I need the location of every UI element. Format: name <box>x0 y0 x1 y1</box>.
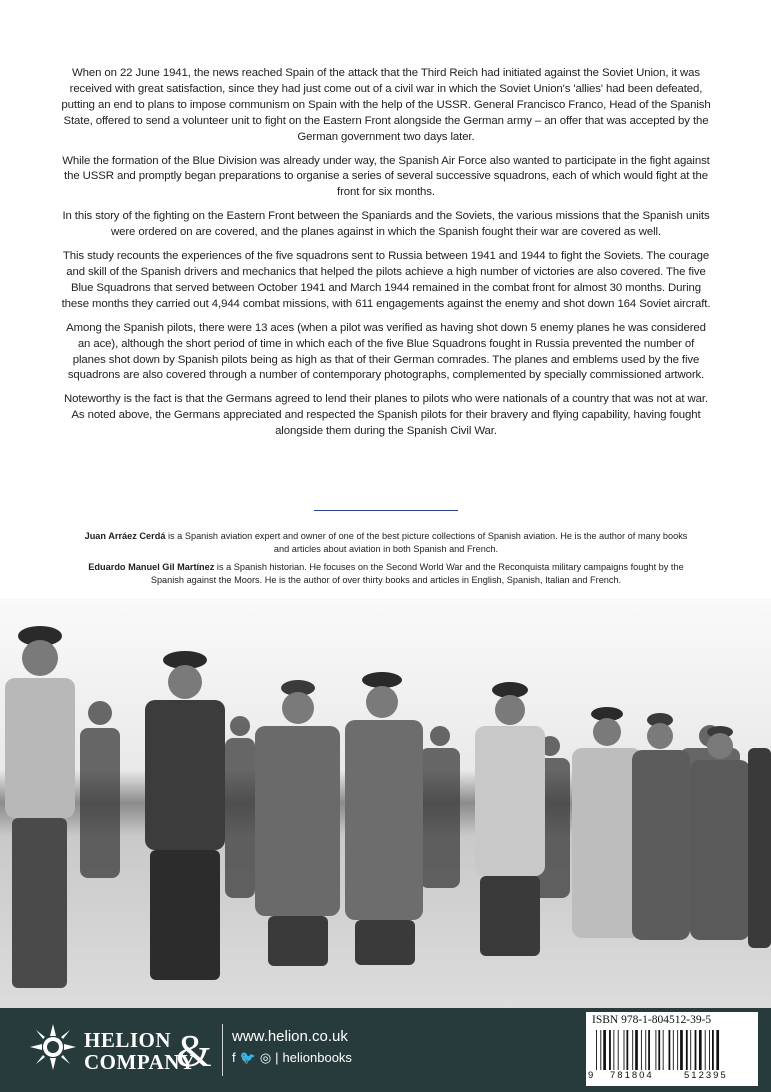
barcode-bar <box>600 1030 601 1070</box>
barcode-bar <box>596 1030 597 1070</box>
barcode-bar <box>626 1030 628 1070</box>
back-cover-blurb <box>60 66 712 448</box>
barcode-bar <box>663 1030 664 1070</box>
footer-divider <box>222 1024 223 1076</box>
barcode-bar <box>695 1030 697 1070</box>
isbn-label: ISBN 978-1-804512-39-5 <box>592 1014 712 1026</box>
isbn-barcode-block <box>586 1012 758 1086</box>
barcode-digits-left: 781804 <box>610 1070 654 1081</box>
barcode-bar <box>648 1030 650 1070</box>
blurb-paragraph: Among the Spanish pilots, there were 13 aces (when a pilot was verified as having shot down 5 enemy planes he was considered an ace), although the short period of time in which each of the five Blue Squadrons fought in Russia prevented the number of planes shot down by Spanish pilots being as high as that of their German comrades. The planes and emblems used by the five squadrons are also covered through a number of contemporary photographs, complemented by specially commissioned artwork. <box>66 321 706 382</box>
barcode-bar <box>716 1030 719 1070</box>
publisher-website: www.helion.co.uk <box>232 1028 348 1045</box>
barcode <box>594 1030 752 1070</box>
publisher-logo <box>30 1024 212 1076</box>
barcode-bar <box>709 1030 710 1070</box>
barcode-bar <box>705 1030 706 1070</box>
author-bio <box>82 561 690 586</box>
barcode-bar <box>624 1030 625 1070</box>
sun-emblem-icon <box>30 1024 76 1070</box>
blurb-paragraph: While the formation of the Blue Division was already under way, the Spanish Air Force also wanted to participate in the fight against the USSR and promptly began preparations to organise a series of several successive squadrons, each of which would fight at the front for six months. <box>62 154 710 199</box>
social-links <box>232 1050 356 1066</box>
barcode-bar <box>690 1030 691 1070</box>
photo-illustration <box>0 598 771 1008</box>
barcode-bar <box>699 1030 702 1070</box>
barcode-bar <box>613 1030 614 1070</box>
barcode-bar <box>618 1030 619 1070</box>
blurb-paragraph: In this story of the fighting on the Eastern Front between the Spaniards and the Soviets, the various missions that the Spanish units were ordered on are covered, and the planes against in which the Spanish fought their war are covered as well. <box>62 210 710 239</box>
barcode-bar <box>641 1030 642 1070</box>
barcode-bar <box>658 1030 660 1070</box>
logo-ampersand: & <box>176 1025 212 1076</box>
barcode-bar <box>609 1030 611 1070</box>
barcode-bar <box>680 1030 683 1070</box>
barcode-bar <box>655 1030 656 1070</box>
barcode-bar <box>645 1030 646 1070</box>
social-separator: | <box>275 1050 279 1065</box>
barcode-bar <box>677 1030 678 1070</box>
barcode-bar <box>686 1030 688 1070</box>
logo-text-company: COMPANY <box>84 1050 196 1074</box>
blurb-paragraph: When on 22 June 1941, the news reached Spain of the attack that the Third Reich had initiated against the Soviet Union, it was received with great satisfaction, since they had just come out of a civil war in which the Soviet Union's 'allies' had been defeated, putting an end to plans to impose communism on Spain with the help of the USSR. General Francisco Franco, Head of the Spanish State, offered to send a volunteer unit to fight on the Eastern Front alongside the German army – an offer that was accepted by the German government two days later. <box>61 67 711 143</box>
social-handle: helionbooks <box>282 1050 352 1065</box>
barcode-bar <box>673 1030 674 1070</box>
barcode-bar <box>669 1030 671 1070</box>
barcode-digits-right: 512395 <box>684 1070 728 1081</box>
pilots-group-photo <box>0 598 771 1008</box>
barcode-digit-lead: 9 <box>588 1070 594 1081</box>
twitter-icon: 🐦 <box>239 1050 256 1065</box>
author-bios <box>82 530 690 592</box>
author-bio <box>82 530 690 555</box>
section-divider <box>314 510 458 511</box>
barcode-bar <box>632 1030 633 1070</box>
author-name: Juan Arráez Cerdá <box>84 531 166 541</box>
author-name: Eduardo Manuel Gil Martínez <box>88 562 215 573</box>
author-bio-text: is a Spanish historian. He focuses on the Second World War and the Reconquista military campaigns fought by the Spanish against the Moors. He is the author of over thirty books and articles in English, Spanish, Italian and French. <box>150 562 684 585</box>
barcode-bar <box>712 1030 714 1070</box>
barcode-bar <box>635 1030 638 1070</box>
logo-text-helion: HELION <box>84 1028 172 1052</box>
blurb-paragraph: Noteworthy is the fact is that the Germans agreed to lend their planes to pilots who were nationals of a country that was not at war. As noted above, the Germans appreciated and respected the Spanish pilots for their bravery and flying capability, having fought alongside them during the Spanish Civil War. <box>64 393 708 438</box>
facebook-icon: f <box>232 1050 236 1065</box>
barcode-bar <box>603 1030 606 1070</box>
instagram-icon: ◎ <box>259 1050 272 1065</box>
author-bio-text: is a Spanish aviation expert and owner of one of the best picture collections of Spanish aviation. He is the author of many books and articles about aviation in both Spanish and French. <box>165 531 688 554</box>
blurb-paragraph: This study recounts the experiences of the five squadrons sent to Russia between 1941 and 1944 to fight the Soviets. The courage and skill of the Spanish drivers and mechanics that helped the pilots achieve a high number of victories are also covered. The five Blue Squadrons that served between October 1941 and March 1944 remained in the combat front for almost 30 months. During these months they carried out 4,944 combat missions, with 611 engagements against the enemy and shot down 164 Soviet aircraft. <box>61 250 711 310</box>
